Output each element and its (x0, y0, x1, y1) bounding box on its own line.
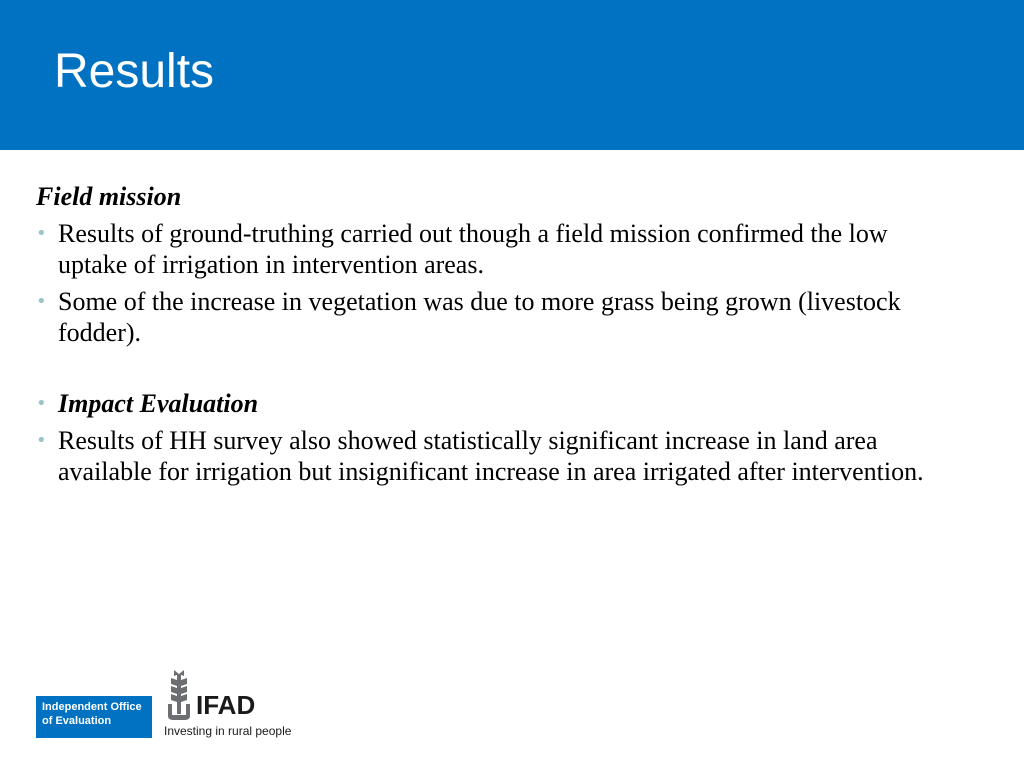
bullet-item: • Some of the increase in vegetation was due to more grass being grown (livestock fodder). (36, 287, 901, 347)
spacer (36, 354, 936, 388)
bullet-icon: • (36, 223, 47, 244)
section-heading-field-mission: Field mission (36, 182, 182, 211)
section-heading-impact-evaluation: • Impact Evaluation (36, 389, 259, 418)
slide-content (36, 180, 936, 493)
ioe-logo: Independent Office of Evaluation (36, 696, 152, 738)
ifad-logo (164, 668, 314, 744)
footer-logos (36, 668, 316, 748)
wheat-icon (164, 670, 194, 722)
bullet-icon: • (36, 291, 47, 312)
ifad-wordmark: IFAD (196, 690, 256, 720)
bullet-item: • Results of ground-truthing carried out though a field mission confirmed the low uptake of irrigation in intervention areas. (36, 219, 888, 279)
slide-title: Results (54, 45, 215, 98)
bullet-item: • Results of HH survey also showed statistically significant increase in land area available for irrigation but insignificant increase in area irrigated after intervention. (36, 426, 924, 486)
ifad-tagline: Investing in rural people (164, 724, 292, 738)
header-bar (0, 0, 1024, 150)
bullet-icon: • (36, 393, 47, 414)
bullet-icon: • (36, 430, 47, 451)
